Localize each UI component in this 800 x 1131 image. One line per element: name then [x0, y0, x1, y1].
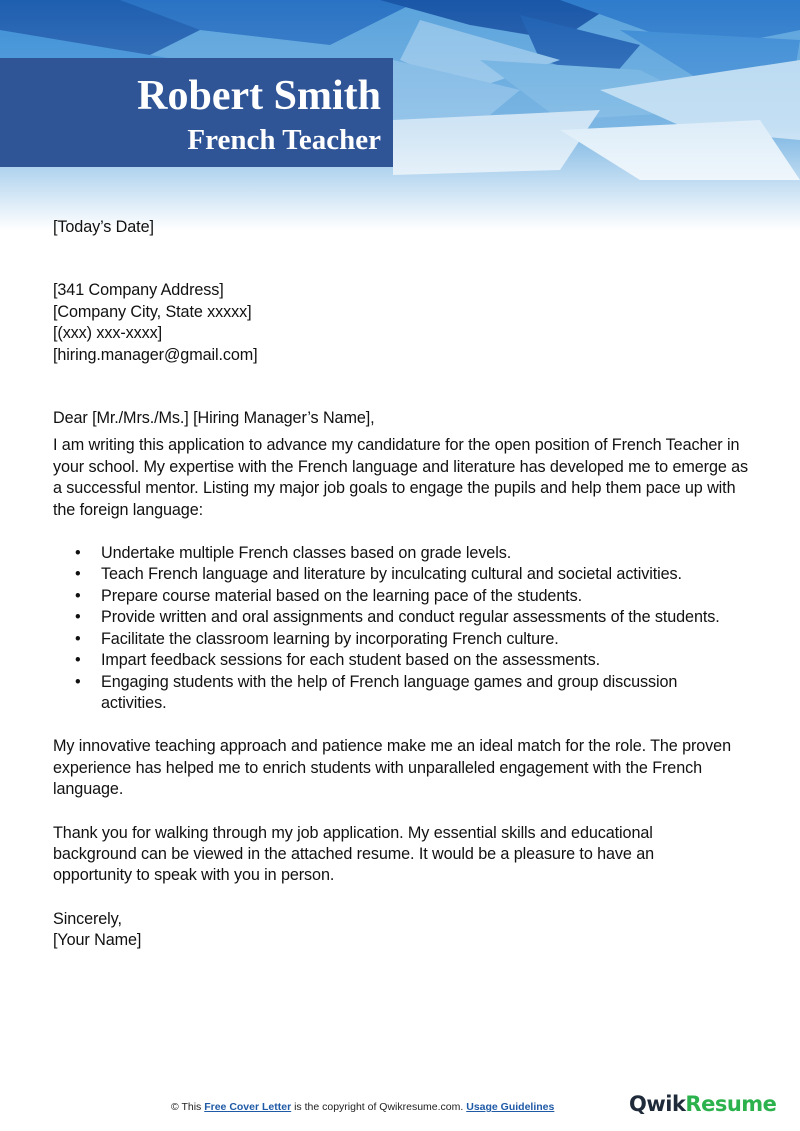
list-item: • Impart feedback sessions for each student based on the assessments.	[53, 650, 753, 671]
qwikresume-logo[interactable]	[629, 1092, 776, 1116]
list-item: • Teach French language and literature by inculcating cultural and societal activities.	[53, 564, 753, 585]
bullet-icon: •	[75, 672, 81, 691]
recipient-city-state: [Company City, State xxxxx]	[53, 302, 252, 321]
closing-paragraph: Thank you for walking through my job application. My essential skills and educational background can be viewed in the attached resume. It would be a pleasure to have an opportunity to speak with you in person.	[53, 823, 655, 885]
logo-text-qwik: Qwik	[629, 1092, 686, 1116]
logo-text-resume: Resume	[685, 1092, 777, 1116]
copyright-notice: © This Free Cover Letter is the copyright of Qwikresume.com. Usage Guidelines	[171, 1101, 555, 1113]
list-item: • Engaging students with the help of French language games and group discussion activities.	[75, 672, 678, 712]
signature-name: [Your Name]	[53, 931, 142, 950]
list-item: • Prepare course material based on the learning pace of the students.	[53, 586, 753, 607]
spacer	[53, 238, 753, 280]
salutation: Dear [Mr./Mrs./Ms.] [Hiring Manager’s Name],	[53, 409, 375, 428]
list-item: • Facilitate the classroom learning by incorporating French culture.	[53, 629, 753, 650]
intro-paragraph: I am writing this application to advance my candidature for the open position of French Teacher in your school. My expertise with the French language and literature has developed me to emerge as a successful mentor. Listing my major job goals to engage the pupils and help them pace up with the foreign language:	[53, 436, 749, 519]
applicant-job-title: French Teacher	[187, 124, 381, 156]
free-cover-letter-link[interactable]: Free Cover Letter	[204, 1101, 292, 1113]
recipient-address: [341 Company Address]	[53, 281, 224, 300]
bullet-icon: •	[75, 565, 81, 584]
recipient-email: [hiring.manager@gmail.com]	[53, 345, 258, 364]
body-paragraph: My innovative teaching approach and patience make me an ideal match for the role. The proven experience has helped me to enrich students with unparalleled engagement with the French language.	[53, 737, 731, 799]
bullet-icon: •	[75, 544, 81, 563]
letter-body	[53, 217, 753, 952]
list-item: • Undertake multiple French classes based on grade levels.	[53, 543, 753, 564]
bullet-icon: •	[75, 608, 81, 627]
bullet-icon: •	[75, 629, 81, 648]
page-footer	[0, 1092, 800, 1117]
spacer	[53, 801, 753, 823]
recipient-phone: [(xxx) xxx-xxxx]	[53, 324, 163, 343]
letter-date: [Today’s Date]	[53, 218, 154, 236]
job-goals-list	[53, 543, 753, 714]
usage-guidelines-link[interactable]: Usage Guidelines	[466, 1101, 555, 1113]
spacer	[53, 887, 753, 909]
applicant-name: Robert Smith	[137, 73, 381, 119]
name-title-box	[0, 58, 393, 167]
spacer	[53, 521, 753, 543]
spacer	[53, 714, 753, 736]
list-item: • Provide written and oral assignments and conduct regular assessments of the students.	[53, 607, 753, 628]
spacer	[53, 366, 753, 408]
recipient-block	[53, 280, 753, 366]
bullet-icon: •	[75, 586, 81, 605]
bullet-icon: •	[75, 651, 81, 670]
sign-off: Sincerely,	[53, 909, 122, 928]
